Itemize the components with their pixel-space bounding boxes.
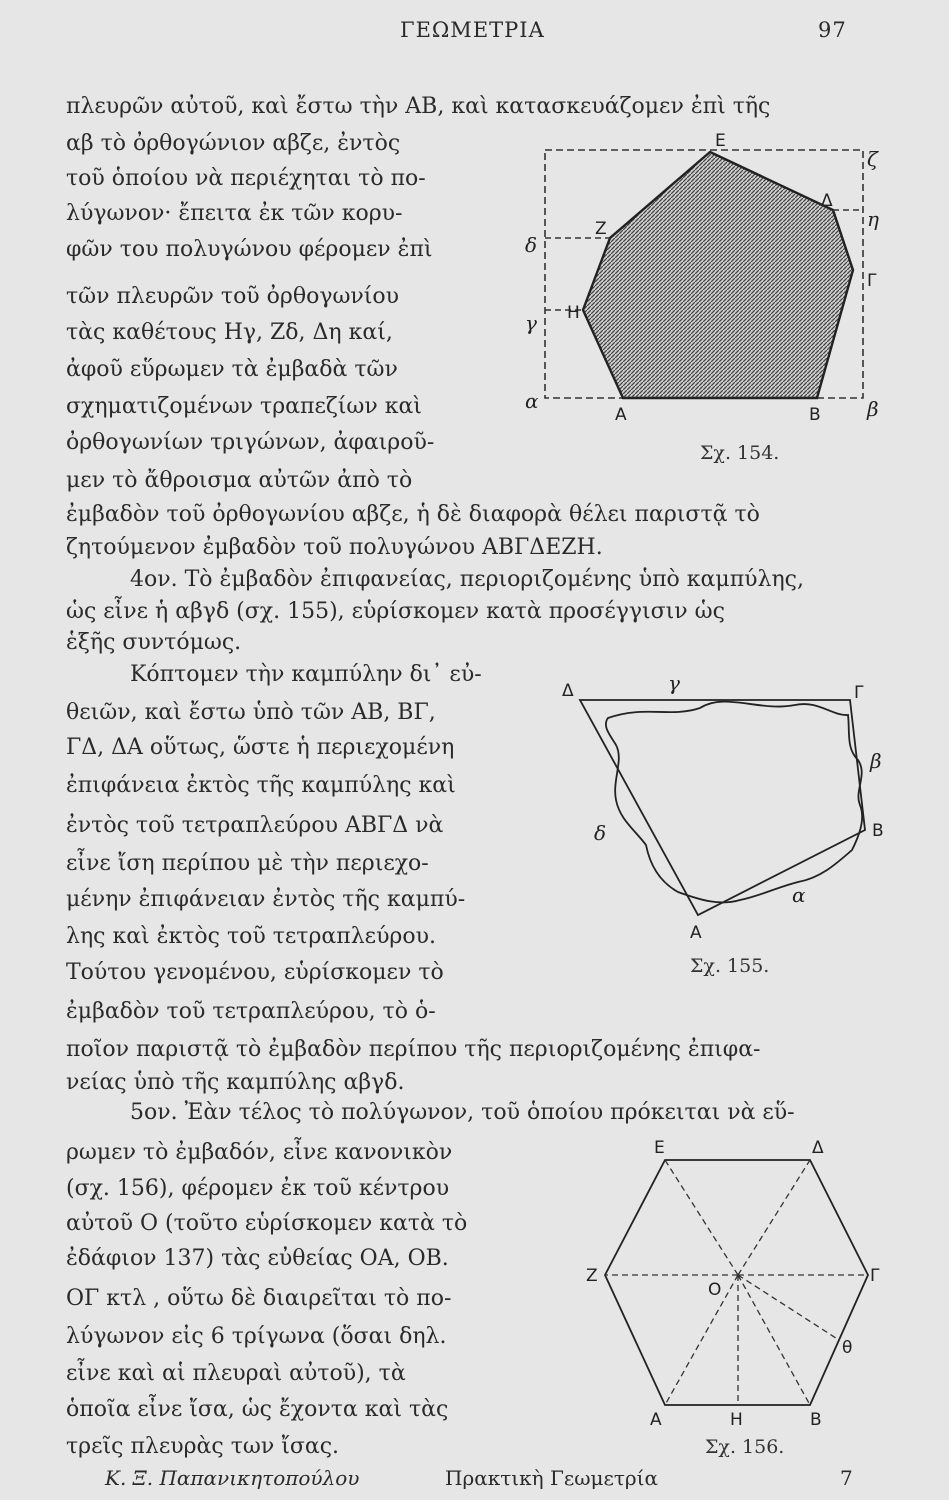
label-delta: δ — [594, 821, 607, 845]
text-line: τρεῖς πλευρὰς των ἴσας. — [66, 1434, 340, 1459]
figure-155-caption: Σχ. 155. — [690, 955, 770, 977]
label-D: Δ — [821, 191, 833, 211]
label-D: Δ — [812, 1138, 824, 1158]
text-line: ὡς εἶνε ἡ αβγδ (σχ. 155), εὑρίσκομεν κατὰ προσέγγισιν ὡς — [66, 599, 725, 624]
text-line: ΓΔ, ΔΑ οὕτως, ὥστε ἡ περιεχομένη — [66, 735, 455, 760]
page-number: 97 — [818, 18, 847, 42]
figure-154-drawing — [515, 130, 915, 430]
text-line: εἶνε καὶ αἱ πλευραὶ αὐτοῦ), τὰ — [66, 1361, 406, 1386]
label-G: Γ — [870, 1266, 880, 1286]
text-line: ἑξῆς συντόμως. — [66, 630, 242, 655]
figure-156 — [580, 1135, 890, 1430]
text-line: νείας ὑπὸ τῆς καμπύλης αβγδ. — [66, 1070, 405, 1095]
label-gamma: γ — [525, 311, 537, 335]
label-A: Α — [690, 923, 702, 943]
text-line: θειῶν, καὶ ἔστω ὑπὸ τῶν ΑΒ, ΒΓ, — [66, 700, 436, 725]
label-Z: Ζ — [595, 219, 607, 239]
label-Z: Ζ — [586, 1266, 598, 1286]
text-line: λύγωνον· ἔπειτα ἐκ τῶν κορυ- — [66, 201, 403, 226]
text-line: αβ τὸ ὀρθογώνιον αβζε, ἐντὸς — [66, 131, 401, 156]
closed-curve-abgd — [606, 702, 862, 903]
text-line: 4ον. Τὸ ἐμβαδὸν ἐπιφανείας, περιοριζομένης ὑπὸ καμπύλης, — [130, 567, 804, 592]
text-line: ἐμβαδὸν τοῦ τετραπλεύρου, τὸ ὁ- — [66, 999, 436, 1024]
text-line: ποῖον παριστᾷ τὸ ἐμβαδὸν περίπου τῆς περιοριζομένης ἐπιφα- — [66, 1037, 761, 1062]
text-line: λύγωνον εἰς 6 τρίγωνα (ὅσαι δηλ. — [66, 1324, 447, 1349]
label-E: Ε — [654, 1138, 665, 1158]
text-line: αὐτοῦ Ο (τοῦτο εὑρίσκομεν κατὰ τὸ — [66, 1211, 468, 1236]
label-H: Η — [730, 1410, 743, 1430]
label-A: Α — [650, 1410, 662, 1430]
label-H: Η — [567, 303, 580, 323]
quadrilateral-abgd — [580, 700, 865, 915]
label-beta: β — [867, 397, 879, 421]
label-theta: θ — [842, 1338, 853, 1358]
label-delta: δ — [525, 233, 538, 257]
text-line: πλευρῶν αὐτοῦ, καὶ ἔστω τὴν ΑΒ, καὶ κατασκευάζομεν ἐπὶ τῆς — [66, 94, 771, 119]
text-line: ἐντὸς τοῦ τετραπλεύρου ΑΒΓΔ νὰ — [66, 813, 444, 838]
text-line: φῶν του πολυγώνου φέρομεν ἐπὶ — [66, 237, 433, 262]
label-A: Α — [615, 405, 627, 425]
figure-156-drawing — [580, 1135, 890, 1430]
figure-156-caption: Σχ. 156. — [705, 1436, 785, 1458]
text-line: ζητούμενον ἐμβαδὸν τοῦ πολυγώνου ΑΒΓΔΕΖΗ. — [66, 535, 603, 560]
text-line: ἀφοῦ εὕρωμεν τὰ ἐμβαδὰ τῶν — [66, 357, 398, 382]
label-O: Ο — [708, 1280, 722, 1300]
figure-154 — [515, 130, 915, 430]
text-line: ρωμεν τὸ ἐμβαδόν, εἶνε κανονικὸν — [66, 1140, 453, 1165]
text-line: Τούτου γενομένου, εὑρίσκομεν τὸ — [66, 960, 444, 985]
figure-154-caption: Σχ. 154. — [700, 442, 780, 464]
label-gamma: γ — [668, 671, 680, 695]
footer-signature: 7 — [840, 1466, 853, 1490]
label-beta: β — [870, 749, 882, 773]
footer-book-title: Πρακτικὴ Γεωμετρία — [445, 1466, 659, 1490]
figure-155-drawing — [550, 660, 910, 950]
label-alpha: α — [792, 883, 806, 907]
text-line: 5ον. Ἐὰν τέλος τὸ πολύγωνον, τοῦ ὁποίου πρόκειται νὰ εὕ- — [130, 1100, 795, 1125]
label-B: Β — [809, 405, 821, 425]
text-line: τῶν πλευρῶν τοῦ ὀρθογωνίου — [66, 284, 400, 309]
label-D: Δ — [562, 681, 574, 701]
running-header-title: ΓΕΩΜΕΤΡΙΑ — [400, 18, 545, 42]
label-G: Γ — [867, 271, 877, 291]
text-line: ἐδάφιον 137) τὰς εὐθείας ΟΑ, ΟΒ. — [66, 1246, 449, 1271]
text-line: (σχ. 156), φέρομεν ἐκ τοῦ κέντρου — [66, 1176, 450, 1201]
text-line: σχηματιζομένων τραπεζίων καὶ — [66, 394, 422, 419]
label-eta: η — [867, 207, 879, 231]
polygon-shaded — [583, 152, 853, 398]
label-B: Β — [810, 1410, 822, 1430]
text-line: ὁποῖα εἶνε ἴσα, ὡς ἔχοντα καὶ τὰς — [66, 1397, 449, 1422]
label-zeta: ζ — [867, 147, 878, 171]
text-line: τὰς καθέτους Ηγ, Ζδ, Δη καί, — [66, 320, 393, 345]
figure-155 — [550, 660, 910, 950]
footer-author: Κ. Ξ. Παπανικητοπούλου — [105, 1466, 360, 1490]
label-E: Ε — [715, 131, 726, 151]
label-alpha: α — [525, 389, 539, 413]
text-line: ΟΓ κτλ , οὕτω δὲ διαιρεῖται τὸ πο- — [66, 1286, 452, 1311]
text-line: Κόπτομεν τὴν καμπύλην δι᾽ εὐ- — [130, 662, 482, 687]
label-G: Γ — [854, 683, 864, 703]
text-line: λης καὶ ἐκτὸς τοῦ τετραπλεύρου. — [66, 924, 436, 949]
text-line: ἐπιφάνεια ἐκτὸς τῆς καμπύλης καὶ — [66, 773, 456, 798]
text-line: μένην ἐπιφάνειαν ἐντὸς τῆς καμπύ- — [66, 887, 466, 912]
text-line: ἐμβαδὸν τοῦ ὀρθογωνίου αβζε, ἡ δὲ διαφορὰ θέλει παριστᾷ τὸ — [66, 502, 760, 527]
regular-hexagon — [605, 1160, 868, 1405]
text-line: μεν τὸ ἄθροισμα αὐτῶν ἀπὸ τὸ — [66, 468, 413, 493]
text-line: ὀρθογωνίων τριγώνων, ἀφαιροῦ- — [66, 430, 435, 455]
label-B: Β — [872, 821, 884, 841]
text-line: εἶνε ἴση περίπου μὲ τὴν περιεχο- — [66, 851, 429, 876]
text-line: τοῦ ὁποίου νὰ περιέχηται τὸ πο- — [66, 166, 426, 191]
